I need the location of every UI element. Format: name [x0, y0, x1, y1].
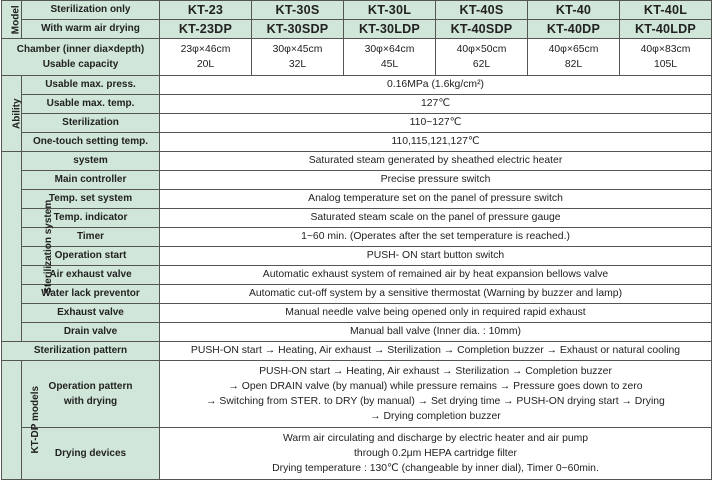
model-cell: KT-40DP	[528, 20, 620, 39]
kt-dp-side-label: KT-DP models	[2, 361, 22, 480]
drying-line: Warm air circulating and discharge by electric heater and air pump	[282, 433, 589, 444]
system-row	[2, 323, 712, 342]
model-cell: KT-30L	[344, 1, 436, 20]
sterilization-pattern-label: Sterilization pattern	[2, 342, 160, 361]
system-row	[2, 304, 712, 323]
system-value: Automatic exhaust system of remained air by heat expansion bellows valve	[160, 266, 712, 285]
system-value: 1~60 min. (Operates after the set temperature is reached.)	[160, 228, 712, 247]
model-cell: KT-40S	[436, 1, 528, 20]
system-label: Exhaust valve	[22, 304, 160, 323]
system-value: Manual ball valve (Inner dia. : 10mm)	[160, 323, 712, 342]
model-cell: KT-30SDP	[252, 20, 344, 39]
ability-side-label: Ability	[2, 76, 22, 152]
operation-pattern-row	[2, 361, 712, 428]
system-row	[2, 190, 712, 209]
system-label: Drain valve	[22, 323, 160, 342]
system-row	[2, 247, 712, 266]
chamber-cell: 40φ×50cm 62L	[436, 39, 528, 76]
system-value: Analog temperature set on the panel of pressure switch	[160, 190, 712, 209]
system-row	[2, 266, 712, 285]
model-cell: KT-30S	[252, 1, 344, 20]
model-cell: KT-40	[528, 1, 620, 20]
system-value: Manual needle valve being opened only in required rapid exhaust	[160, 304, 712, 323]
drying-devices-label: Drying devices	[22, 428, 160, 480]
model-cell: KT-23	[160, 1, 252, 20]
ability-label: Usable max. temp.	[22, 95, 160, 114]
system-label: Temp. indicator	[22, 209, 160, 228]
ability-label: Sterilization	[22, 114, 160, 133]
model-row2-label: With warm air drying	[22, 20, 160, 39]
chamber-cell: 23φ×46cm 20L	[160, 39, 252, 76]
model-cell: KT-23DP	[160, 20, 252, 39]
ability-value: 110~127℃	[160, 114, 712, 133]
model-cell: KT-40L	[620, 1, 712, 20]
system-label: Water lack preventor	[22, 285, 160, 304]
system-value: Saturated steam scale on the panel of pressure gauge	[160, 209, 712, 228]
system-row	[2, 171, 712, 190]
system-label: Temp. set system	[22, 190, 160, 209]
ability-row	[2, 114, 712, 133]
system-value: Automatic cut-off system by a sensitive thermostat (Warning by buzzer and lamp)	[160, 285, 712, 304]
drying-line: through 0.2μm HEPA cartridge filter	[354, 448, 517, 459]
model-row-with-drying	[2, 20, 712, 39]
model-cell: KT-40LDP	[620, 20, 712, 39]
sterilization-system-side-label: Sterilization system	[2, 152, 22, 342]
chamber-cell: 40φ×83cm 105L	[620, 39, 712, 76]
system-label: Main controller	[22, 171, 160, 190]
model-cell: KT-40SDP	[436, 20, 528, 39]
ability-row	[2, 76, 712, 95]
operation-pattern-label: Operation pattern with drying	[22, 361, 160, 428]
chamber-cell: 30φ×64cm 45L	[344, 39, 436, 76]
chamber-label-line1: Chamber (inner dia×depth)	[16, 44, 145, 55]
drying-line: Drying temperature : 130℃ (changeable by inner dial), Timer 0~60min.	[272, 463, 599, 474]
ability-row	[2, 95, 712, 114]
system-value: PUSH- ON start button switch	[160, 247, 712, 266]
drying-devices-row	[2, 428, 712, 480]
system-row	[2, 209, 712, 228]
ability-value: 110,115,121,127℃	[160, 133, 712, 152]
system-label: Air exhaust valve	[22, 266, 160, 285]
system-label: Operation start	[22, 247, 160, 266]
ability-label: Usable max. press.	[22, 76, 160, 95]
spec-table	[1, 0, 712, 480]
model-row1-label: Sterilization only	[22, 1, 160, 20]
ability-value: 0.16MPa (1.6kg/cm²)	[160, 76, 712, 95]
system-row	[2, 152, 712, 171]
operation-line: → Switching from STER. to DRY (by manual) → Set drying time → PUSH-ON drying start → Drying	[206, 396, 665, 407]
sterilization-pattern-value: PUSH-ON start → Heating, Air exhaust → Sterilization → Completion buzzer → Exhaust or natural cooling	[160, 342, 712, 361]
drying-devices-value	[160, 428, 712, 480]
sterilization-pattern-row	[2, 342, 712, 361]
system-label: system	[22, 152, 160, 171]
chamber-row	[2, 39, 712, 76]
operation-line: → Drying completion buzzer	[370, 411, 501, 422]
system-row	[2, 228, 712, 247]
model-cell: KT-30LDP	[344, 20, 436, 39]
system-value: Saturated steam generated by sheathed electric heater	[160, 152, 712, 171]
system-label: Timer	[22, 228, 160, 247]
ability-value: 127℃	[160, 95, 712, 114]
model-row-sterilization-only	[2, 1, 712, 20]
chamber-cell: 30φ×45cm 32L	[252, 39, 344, 76]
system-row	[2, 285, 712, 304]
model-side-label: Model	[2, 1, 22, 39]
operation-pattern-value	[160, 361, 712, 428]
operation-line: → Open DRAIN valve (by manual) while pressure remains → Pressure goes down to zero	[228, 381, 643, 392]
chamber-label-line2: Usable capacity	[42, 59, 119, 70]
system-value: Precise pressure switch	[160, 171, 712, 190]
chamber-cell: 40φ×65cm 82L	[528, 39, 620, 76]
chamber-label	[2, 39, 160, 76]
operation-line: PUSH-ON start → Heating, Air exhaust → Sterilization → Completion buzzer	[259, 366, 612, 377]
ability-label: One-touch setting temp.	[22, 133, 160, 152]
ability-row	[2, 133, 712, 152]
